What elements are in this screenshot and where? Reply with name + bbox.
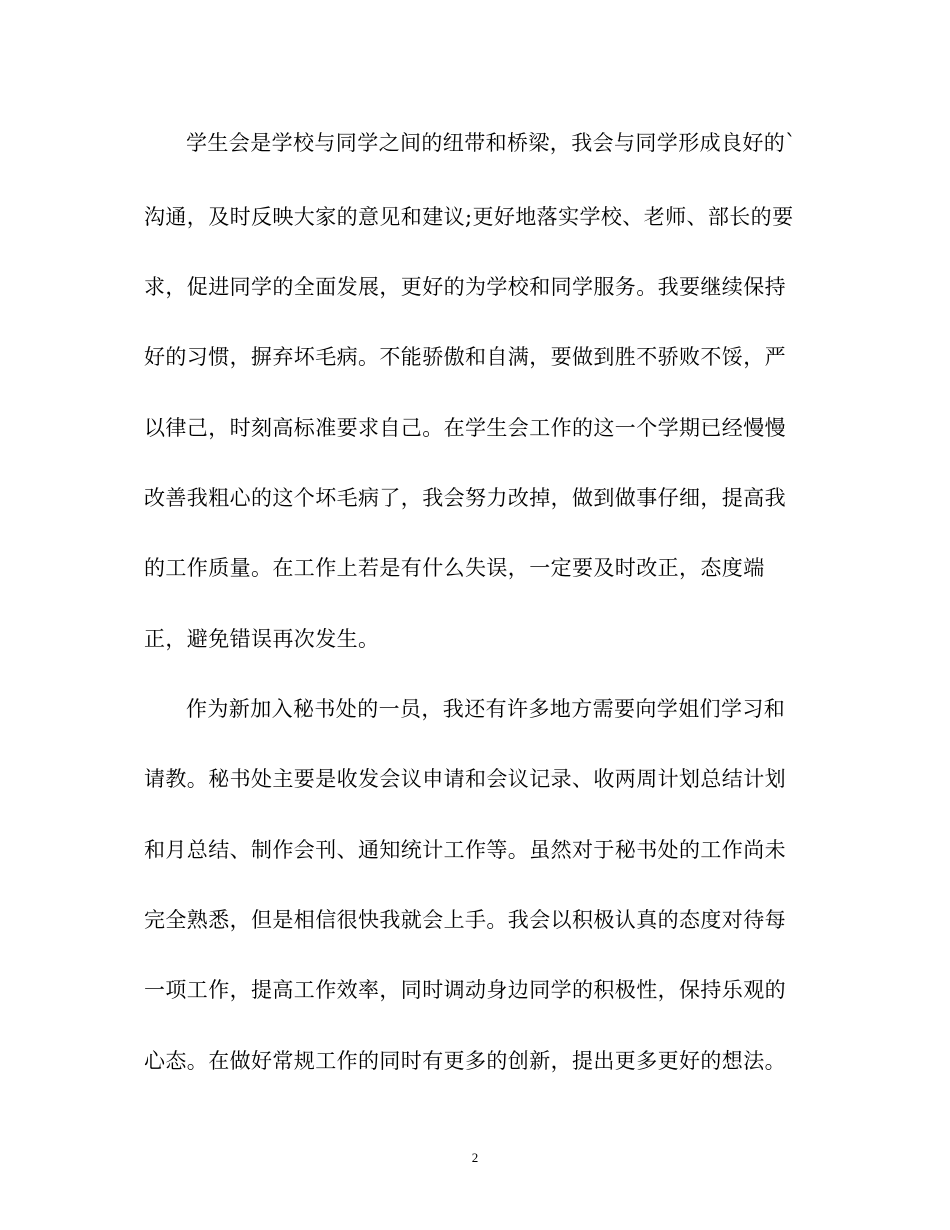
paragraph-1-line-7: 的工作质量。在工作上若是有什么失误，一定要及时改正，态度端 [144, 556, 765, 580]
paragraph-2-line-2: 请教。秘书处主要是收发会议申请和会议记录、收两周计划总结计划 [144, 767, 786, 791]
paragraph-1-line-6: 改善我粗心的这个坏毛病了，我会努力改掉，做到做事仔细，提高我 [144, 486, 786, 510]
paragraph-1-line-1: 学生会是学校与同学之间的纽带和桥梁，我会与同学形成良好的` [186, 131, 797, 155]
paragraph-2-line-6: 心态。在做好常规工作的同时有更多的创新，提出更多更好的想法。 [144, 1049, 786, 1073]
paragraph-1-line-8: 正，避免错误再次发生。 [144, 627, 380, 651]
paragraph-1-line-3: 求，促进同学的全面发展，更好的为学校和同学服务。我要继续保持 [144, 275, 786, 299]
paragraph-2-line-4: 完全熟悉，但是相信很快我就会上手。我会以积极认真的态度对待每 [144, 908, 786, 932]
paragraph-2-line-3: 和月总结、制作会刊、通知统计工作等。虽然对于秘书处的工作尚未 [144, 838, 786, 862]
paragraph-1-line-5: 以律己，时刻高标准要求自己。在学生会工作的这一个学期已经慢慢 [144, 416, 786, 440]
paragraph-2-line-1: 作为新加入秘书处的一员，我还有许多地方需要向学姐们学习和 [186, 697, 786, 721]
paragraph-1-line-2: 沟通，及时反映大家的意见和建议;更好地落实学校、老师、部长的要 [144, 205, 794, 229]
page-number: 2 [471, 1150, 479, 1165]
paragraph-2-line-5: 一项工作，提高工作效率，同时调动身边同学的积极性，保持乐观的 [144, 978, 786, 1002]
paragraph-1-line-4: 好的习惯，摒弃坏毛病。不能骄傲和自满，要做到胜不骄败不馁，严 [144, 345, 786, 369]
